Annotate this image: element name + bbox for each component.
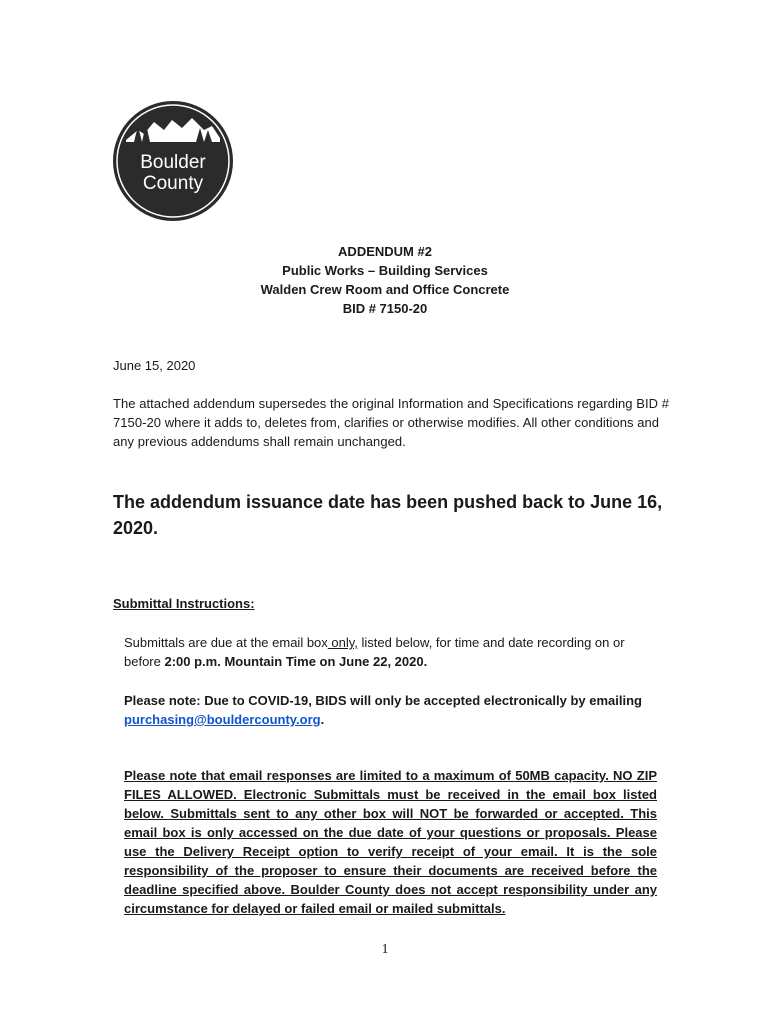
project-title: Walden Crew Room and Office Concrete bbox=[260, 282, 510, 297]
addendum-number: ADDENDUM #2 bbox=[338, 244, 432, 259]
boulder-county-logo bbox=[112, 100, 234, 222]
document-date: June 15, 2020 bbox=[113, 358, 196, 373]
submittal-text-2: listed below, for time and date recording on or before bbox=[124, 635, 625, 669]
submittal-deadline: 2:00 p.m. Mountain Time on June 22, 2020. bbox=[164, 654, 428, 669]
submittal-instructions bbox=[124, 633, 664, 671]
addendum-header bbox=[0, 242, 770, 318]
covid-text: Please note: Due to COVID-19, BIDS will only be accepted electronically by emailing bbox=[124, 693, 642, 708]
submittal-text-1: Submittals are due at the email box bbox=[124, 635, 328, 650]
covid-note bbox=[124, 691, 664, 729]
logo-line-2: County bbox=[142, 173, 204, 194]
department: Public Works – Building Services bbox=[282, 263, 488, 278]
page-number: 1 bbox=[381, 942, 389, 957]
email-warning: Please note that email responses are limited to a maximum of 50MB capacity. NO ZIP FILES ALLOWED. Electronic Submittals must be received in the email box listed below. Submittals sent to any other box will NOT be forwarded or accepted. This email box is only accessed on the due date of your questions or proposals. Please use the Delivery Receipt option to verify receipt of your email. It is the sole responsibility of the proposer to ensure their documents are received before the deadline specified above. Boulder County does not accept responsibility under any circumstance for delayed or failed email or mailed submittals. bbox=[124, 768, 657, 916]
intro-paragraph: The attached addendum supersedes the original Information and Specifications regarding BID # 7150-20 where it adds to, deletes from, clarifies or otherwise modifies. All other conditions and any previous addendums shall remain unchanged. bbox=[113, 396, 669, 449]
covid-end: . bbox=[320, 712, 325, 727]
bid-number: BID # 7150-20 bbox=[342, 301, 428, 316]
submittal-heading: Submittal Instructions: bbox=[113, 596, 255, 611]
purchasing-email-link[interactable]: purchasing@bouldercounty.org bbox=[124, 712, 321, 727]
logo-line-1: Boulder bbox=[140, 152, 206, 173]
submittal-only: only, bbox=[327, 635, 358, 650]
headline-notice: The addendum issuance date has been pushed back to June 16, 2020. bbox=[113, 492, 663, 538]
